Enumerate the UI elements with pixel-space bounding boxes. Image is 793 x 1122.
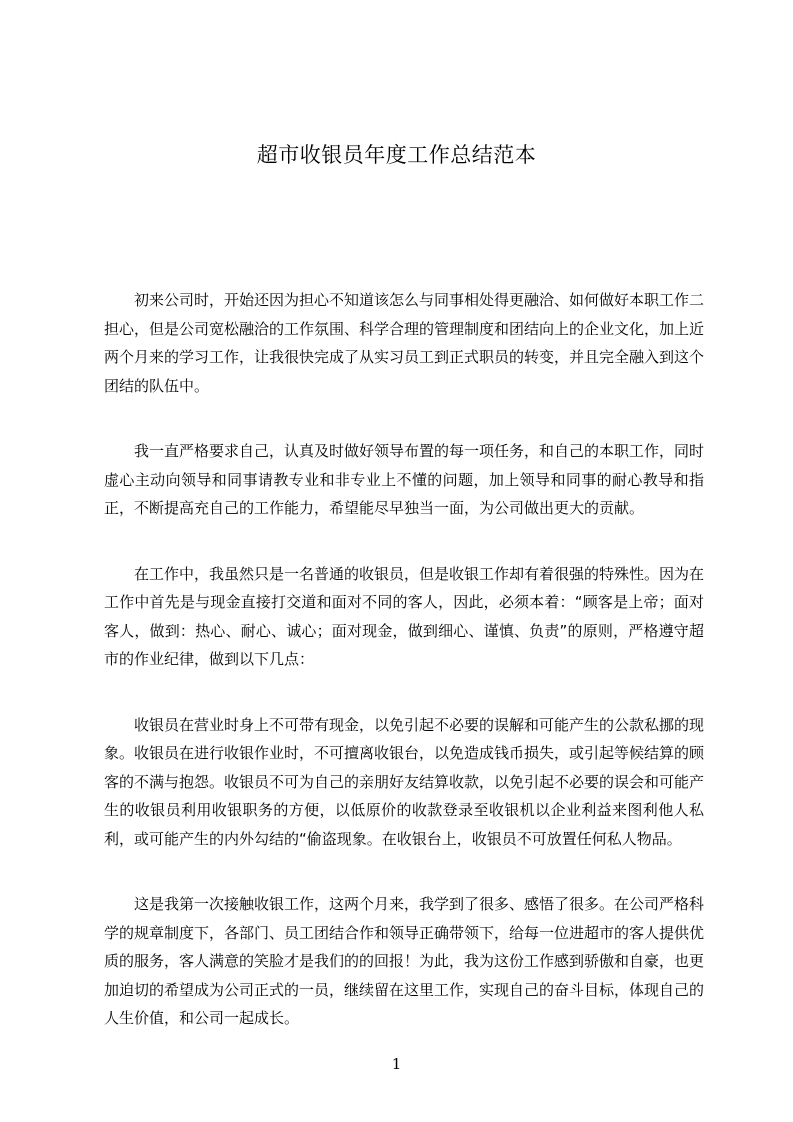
- document-body: [104, 286, 704, 1070]
- document-title: 超市收银员年度工作总结范本: [256, 143, 537, 167]
- paragraph-1: 初来公司时，开始还因为担心不知道该怎么与同事相处得更融洽、如何做好本职工作二担心，但是公司宽松融洽的工作氛围、科学合理的管理制度和团结向上的企业文化，加上近两个月来的学习工作，让我很快完成了从实习员工到正式职员的转变，并且完全融入到这个团结的队伍中。: [104, 291, 705, 395]
- paragraph-5: 这是我第一次接触收银工作，这两个月来，我学到了很多、感悟了很多。在公司严格科学的规章制度下，各部门、员工团结合作和领导正确带领下，给每一位进超市的客人提供优质的服务，客人满意的笑脸才是我们的的回报！为此，我为这份工作感到骄傲和自豪，也更加迫切的希望成为公司正式的一员，继续留在这里工作，实现自己的奋斗目标，体现自己的人生价值，和公司一起成长。: [104, 895, 705, 1027]
- paragraph-4: 收银员在营业时身上不可带有现金，以免引起不必要的误解和可能产生的公款私挪的现象。收银员在进行收银作业时，不可擅离收银台，以免造成钱币损失，或引起等候结算的顾客的不满与抱怨。收银员不可为自己的亲朋好友结算收款，以免引起不必要的误会和可能产生的收银员利用收银职务的方便，以低原价的收款登录至收银机以企业利益来图利他人私利，或可能产生的内外勾结的“偷盗现象。在收银台上，收银员不可放置任何私人物品。: [104, 715, 705, 848]
- paragraph-3: 在工作中，我虽然只是一名普通的收银员，但是收银工作却有着很强的特殊性。因为在工作中首先是与现金直接打交道和面对不同的客人，因此，必须本着：“顾客是上帝；面对客人，做到：热心、耐心、诚心；面对现金，做到细心、谨慎、负责”的原则，严格遵守超市的作业纪律，做到以下几点：: [104, 564, 705, 668]
- page-number: 1: [391, 1055, 402, 1073]
- paragraph-2: 我一直严格要求自己，认真及时做好领导布置的每一项任务，和自己的本职工作，同时虚心主动向领导和同事请教专业和非专业上不懂的问题，加上领导和同事的耐心教导和指正，不断提高充自己的工作能力，希望能尽早独当一面，为公司做出更大的贡献。: [104, 442, 705, 517]
